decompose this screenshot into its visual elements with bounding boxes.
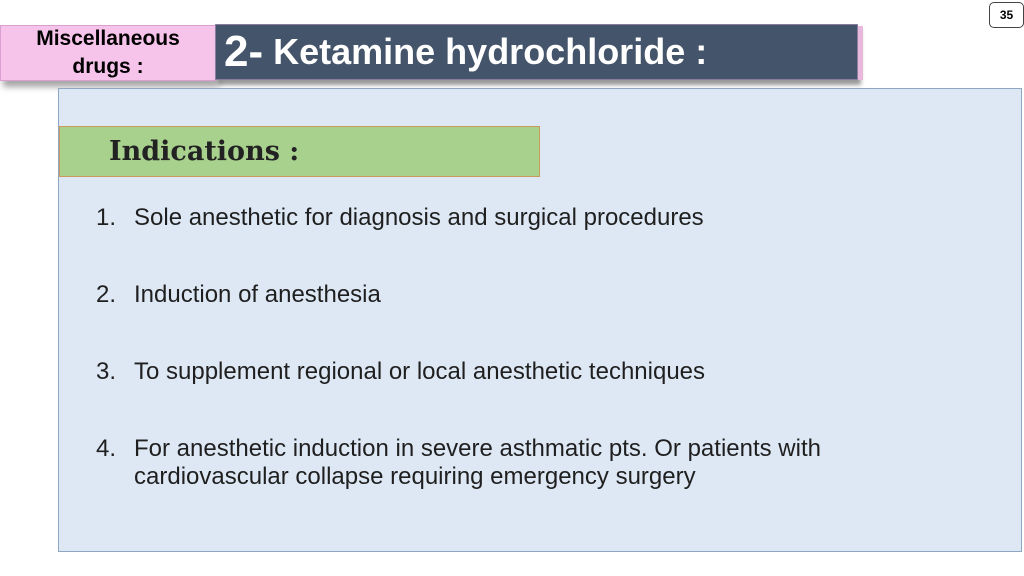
list-item-number: 1. [96, 204, 117, 231]
list-item-number: 2. [96, 281, 117, 308]
list-item-number: 3. [96, 358, 117, 385]
list-item [96, 435, 896, 491]
category-text: Miscellaneous drugs : [36, 27, 180, 78]
list-item [96, 204, 896, 232]
section-heading: Indications : [59, 126, 540, 177]
category-label [0, 25, 216, 81]
list-item-text: For anesthetic induction in severe asthmatic pts. Or patients with cardiovascular collapse requiring emergency surgery [134, 435, 821, 490]
slide-title [215, 24, 858, 80]
list-item [96, 281, 896, 309]
page-number: 35 [989, 2, 1024, 28]
list-item-text: To supplement regional or local anesthetic techniques [134, 358, 706, 385]
list-item-text: Sole anesthetic for diagnosis and surgical procedures [134, 204, 704, 231]
list-item-text: Induction of anesthesia [134, 281, 381, 308]
title-edge-accent [858, 26, 863, 80]
title-text: Ketamine hydrochloride : [273, 31, 708, 72]
list-item-number: 4. [96, 435, 117, 462]
list-item [96, 358, 896, 386]
title-number: 2- [224, 27, 264, 76]
